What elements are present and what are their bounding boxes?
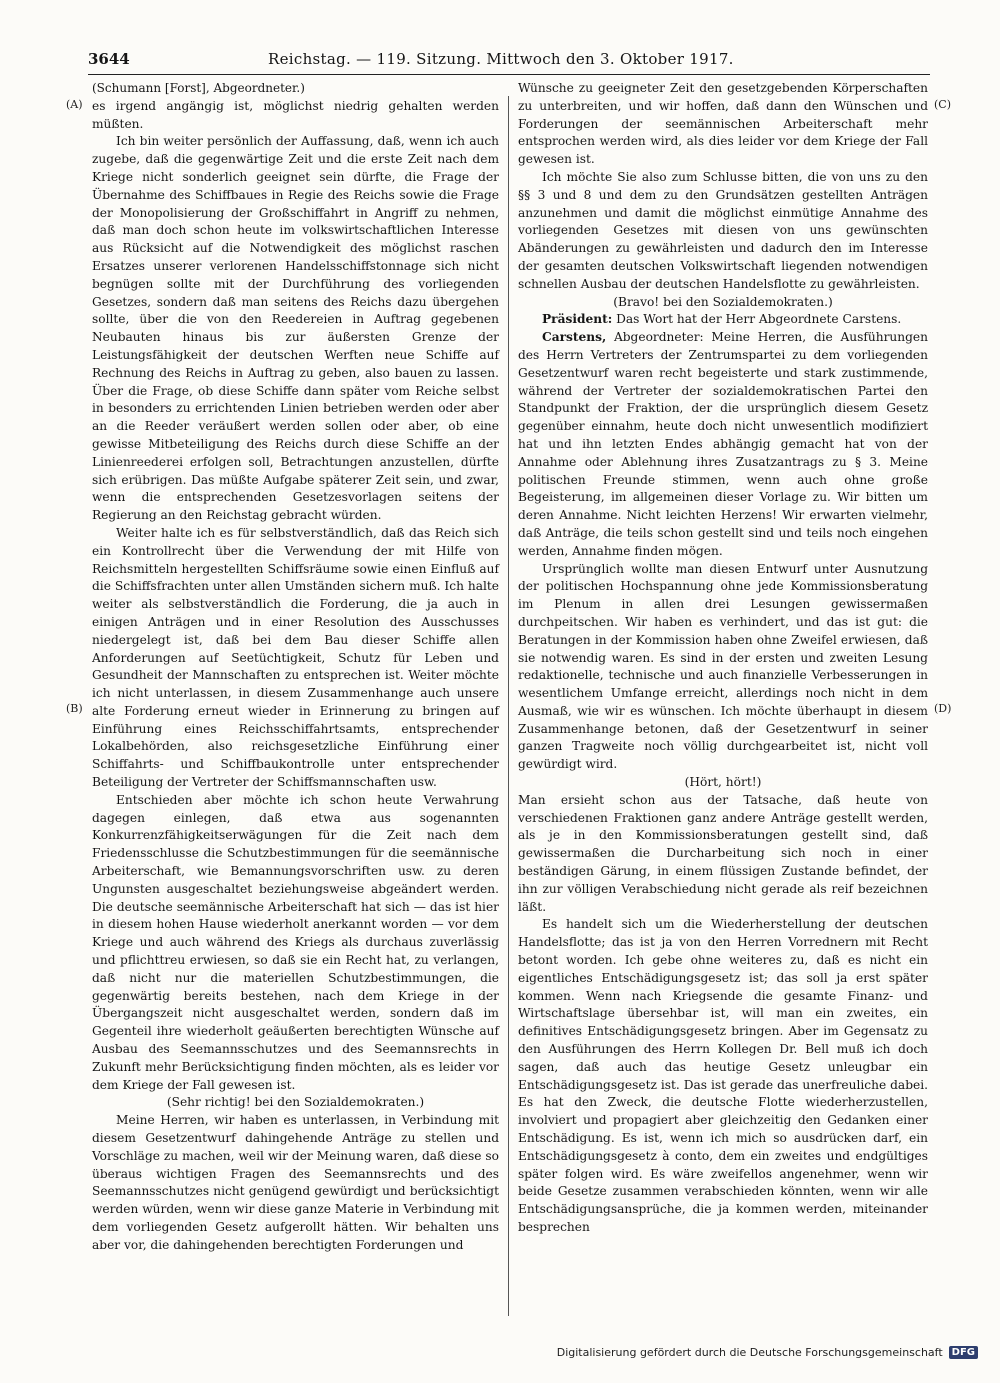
- interjection: (Hört, hört!): [684, 775, 762, 790]
- paragraph: Entschieden aber möchte ich schon heute Verwahrung dagegen einlegen, daß etwa aus sogenannten Konkurrenzfähigkeitserwägungen für die Zeit nach dem Friedensschlusse die Schutzbestimmungen für die seemännische Arbeiterschaft, wie Bemannungsvorschriften usw. zu deren Ungunsten ausgeschaltet beziehungsweise abgeändert werden. Die deutsche seemännische Arbeiterschaft hat sich — das ist hier in diesem hohen Hause wiederholt anerkannt worden — vor dem Kriege und auch während des Kriegs als durchaus zuverlässig und pflichttreu erwiesen, so daß sie ein Recht hat, zu verlangen, daß nicht nur die materiellen Schutzbestimmungen, die gegenwärtig bereits bestehen, nach dem Kriege in der Übergangszeit nicht ausgeschaltet werden, sondern daß im Gegenteil ihre wiederholt geäußerten berechtigten Wünsche auf Ausbau des Seemannsschutzes und des Seemannsrechts in Zukunft mehr Berücksichtigung finden möchten, als es leider vor dem Kriege der Fall gewesen ist.: [92, 792, 499, 1092]
- paragraph: Man ersieht schon aus der Tatsache, daß heute von verschiedenen Fraktionen ganz andere Anträge gestellt werden, als je in den Kommissionsberatungen gestellt sind, daß gewissermaßen die Durcharbeitung sich noch in einer beständigen Gärung, in einem flüssigen Zustande befindet, der ihn zur völligen Verabschiedung nicht gerade als reif bezeichnen läßt.: [518, 792, 928, 914]
- right-column: [518, 80, 928, 1237]
- speaker-name: Präsident:: [542, 312, 613, 327]
- footer: [557, 1346, 978, 1359]
- page-number: 3644: [88, 50, 130, 68]
- paragraph: Ich bin weiter persönlich der Auffassung, daß, wenn ich auch zugebe, daß die gegenwärtige Zeit und die erste Zeit nach dem Kriege nicht sonderlich geeignet sein dürfte, die Frage der Übernahme des Schiffbaues in Regie des Reichs sowie die Frage der Monopolisierung der Großschiffahrt in Angriff zu nehmen, daß man doch schon heute im volkswirtschaftlichen Interesse aus Rücksicht auf die Notwendigkeit des möglichst raschen Ersatzes unserer verlorenen Handelsschiffstonnage sich nicht begnügen sollte mit der Durchführung des vorliegenden Gesetzes, sondern daß man seitens des Reichs dazu übergehen sollte, über die von den Reedereien in Auftrag gegebenen Neubauten hinaus bis zur äußersten Grenze der Leistungsfähigkeit der deutschen Werften neue Schiffe auf Rechnung des Reichs in Auftrag zu geben, also bauen zu lassen. Über die Frage, ob diese Schiffe dann später vom Reiche selbst in besonders zu errichtenden Linien betrieben werden oder aber an die Reeder veräußert werden sollen oder aber, ob eine gewisse Mitbeteiligung des Reichs durch diese Schiffe an der Linienreederei erfolgen soll, Betrachtungen anzustellen, dürfte sich erübrigen. Das müßte Aufgabe späterer Zeit sein, und zwar, wenn die entsprechenden Gesetzesvorlagen seitens der Regierung an den Reichstag gebracht würden.: [92, 134, 499, 523]
- page-header: [88, 46, 930, 72]
- footer-credit: Digitalisierung gefördert durch die Deutsche Forschungsgemeinschaft: [556, 1346, 943, 1359]
- statement-text: Abgeordneter: Meine Herren, die Ausführungen des Herrn Vertreters der Zentrumspartei zu dem vorliegenden Gesetzentwurf waren recht begeisterte und stark zustimmende, während der Vertreter der sozialdemokratischen Partei den Standpunkt der Fraktion, der die ursprünglich diesem Gesetz gegenüber einnahm, heute doch nicht unwesentlich modifiziert hat und ihn letzten Endes abhängig gemacht hat von der Annahme oder Ablehnung ihres Zusatzantrags zu § 3. Meine politischen Freunde stimmen, wenn auch ohne große Begeisterung, im allgemeinen dieser Vorlage zu. Wir bitten um deren Annahme. Nicht leichten Herzens! Wir erwarten vielmehr, daß Anträge, die teils schon gestellt sind und teils noch eingehen werden, Annahme finden mögen.: [518, 330, 928, 558]
- interjection: (Bravo! bei den Sozialdemokraten.): [613, 294, 833, 309]
- president-statement: [518, 311, 928, 329]
- margin-marker-d: (D): [934, 702, 952, 715]
- header-rule: [88, 74, 930, 75]
- paragraph: Ursprünglich wollte man diesen Entwurf unter Ausnutzung der politischen Hochspannung ohne jede Kommissionsberatung im Plenum in allen drei Lesungen gewissermaßen durchpeitschen. Wir haben es verhindert, und das ist gut: die Beratungen in der Kommission haben ohne Zweifel erwiesen, daß sie notwendig waren. Es sind in der ersten und zweiten Lesung redaktionelle, technische und auch finanzielle Verbesserungen in wesentlichem Umfange erreicht, allerdings noch nicht in dem Ausmaß, wie wir es wünschen. Ich möchte überhaupt in diesem Zusammenhange betonen, daß der Gesetzentwurf in seiner ganzen Tragweite noch völlig durchgearbeitet ist, nicht voll gewürdigt wird.: [518, 561, 928, 772]
- margin-marker-b: (B): [66, 702, 83, 715]
- margin-marker-c: (C): [934, 98, 951, 111]
- header-title: Reichstag. — 119. Sitzung. Mittwoch den 3. Oktober 1917.: [268, 50, 734, 68]
- statement-text: Das Wort hat der Herr Abgeordnete Carstens.: [612, 312, 902, 327]
- left-column: [92, 80, 499, 1255]
- margin-marker-a: (A): [66, 98, 83, 111]
- carstens-speech: [518, 329, 928, 560]
- paragraph: es irgend angängig ist, möglichst niedrig gehalten werden müßten.: [92, 98, 499, 131]
- paragraph: Meine Herren, wir haben es unterlassen, in Verbindung mit diesem Gesetzentwurf dahingehende Anträge zu stellen und Vorschläge zu machen, weil wir der Meinung waren, daß diese so überaus wichtigen Fragen des Seemannsrechts und des Seemannsschutzes nicht genügend gewürdigt und berücksichtigt werden würden, wenn wir diese ganze Materie in Verbindung mit dem vorliegenden Gesetz aufgerollt hätten. Wir behalten uns aber vor, die dahingehenden berechtigten Forderungen und: [92, 1113, 499, 1252]
- paragraph: Weiter halte ich es für selbstverständlich, daß das Reich sich ein Kontrollrecht über die Verwendung der mit Hilfe von Reichsmitteln hergestellten Schiffsräume sowie einen Einfluß auf die Schiffsfrachten unter allen Umständen sichern muß. Ich halte weiter als selbstverständlich die Forderung, die ja auch in einigen Anträgen und in einer Resolution des Ausschusses niedergelegt ist, daß bei dem Bau dieser Schiffe allen Anforderungen auf Seetüchtigkeit, Schutz für Leben und Gesundheit der Mannschaften zu entsprechen ist. Weiter möchte ich nicht unterlassen, in diesem Zusammenhange auch unsere alte Forderung erneut wieder in Erinnerung zu bringen auf Einführung eines Reichsschiffahrtsamts, entsprechender Lokalbehörden, also reichsgesetzliche Einführung einer Schiffahrts- und Schiffbaukontrolle unter entsprechender Beteiligung der Vertreter der Schiffsmannschaften usw.: [92, 525, 499, 790]
- paragraph: Es handelt sich um die Wiederherstellung der deutschen Handelsflotte; das ist ja von den Herren Vorrednern mit Recht betont worden. Ich gebe ohne weiteres zu, daß es nicht ein eigentliches Entschädigungsgesetz ist; das soll ja erst später kommen. Wenn nach Kriegsende die gesamte Finanz- und Wirtschaftslage übersehbar ist, will man ein zweites, ein definitives Entschädigungsgesetz bringen. Aber im Gegensatz zu den Ausführungen des Herrn Kollegen Dr. Bell muß ich doch sagen, daß auch das heutige Gesetz unleugbar ein Entschädigungsgesetz ist. Das ist gerade das unerfreuliche dabei. Es hat den Zweck, die deutsche Flotte wiederherzustellen, involviert und propagiert aber gleichzeitig den Gedanken einer Entschädigung. Es ist, wenn ich mich so ausdrücken darf, ein Entschädigungsgesetz à conto, dem ein zweites und endgültiges später folgen wird. Es wäre zweifellos angenehmer, wenn wir beide Gesetze zusammen verabschieden könnten, wenn wir alle Entschädigungsansprüche, die ja kommen werden, miteinander besprechen: [518, 917, 928, 1234]
- dfg-logo: DFG: [949, 1346, 978, 1359]
- speaker-line: (Schumann [Forst], Abgeordneter.): [92, 81, 305, 95]
- paragraph: Wünsche zu geeigneter Zeit den gesetzgebenden Körperschaften zu unterbreiten, und wir hoffen, daß dann den Wünschen und Forderungen der seemännischen Arbeiterschaft mehr entsprochen werden wird, als dies leider vor dem Kriege der Fall gewesen ist.: [518, 81, 928, 167]
- interjection: (Sehr richtig! bei den Sozialdemokraten.): [166, 1095, 425, 1110]
- paragraph: Ich möchte Sie also zum Schlusse bitten, die von uns zu den §§ 3 und 8 und dem zu den Grundsätzen gestellten Anträgen anzunehmen und damit die möglichst einmütige Annahme des vorliegenden Gesetzes mit diesen von uns gewünschten Abänderungen zu gewährleisten und dadurch den im Interesse der gesamten deutschen Volkswirtschaft liegenden notwendigen schnellen Ausbau der deutschen Handelsflotte zu gewährleisten.: [518, 169, 928, 291]
- speaker-name: Carstens,: [542, 330, 607, 345]
- column-divider: [508, 96, 509, 1316]
